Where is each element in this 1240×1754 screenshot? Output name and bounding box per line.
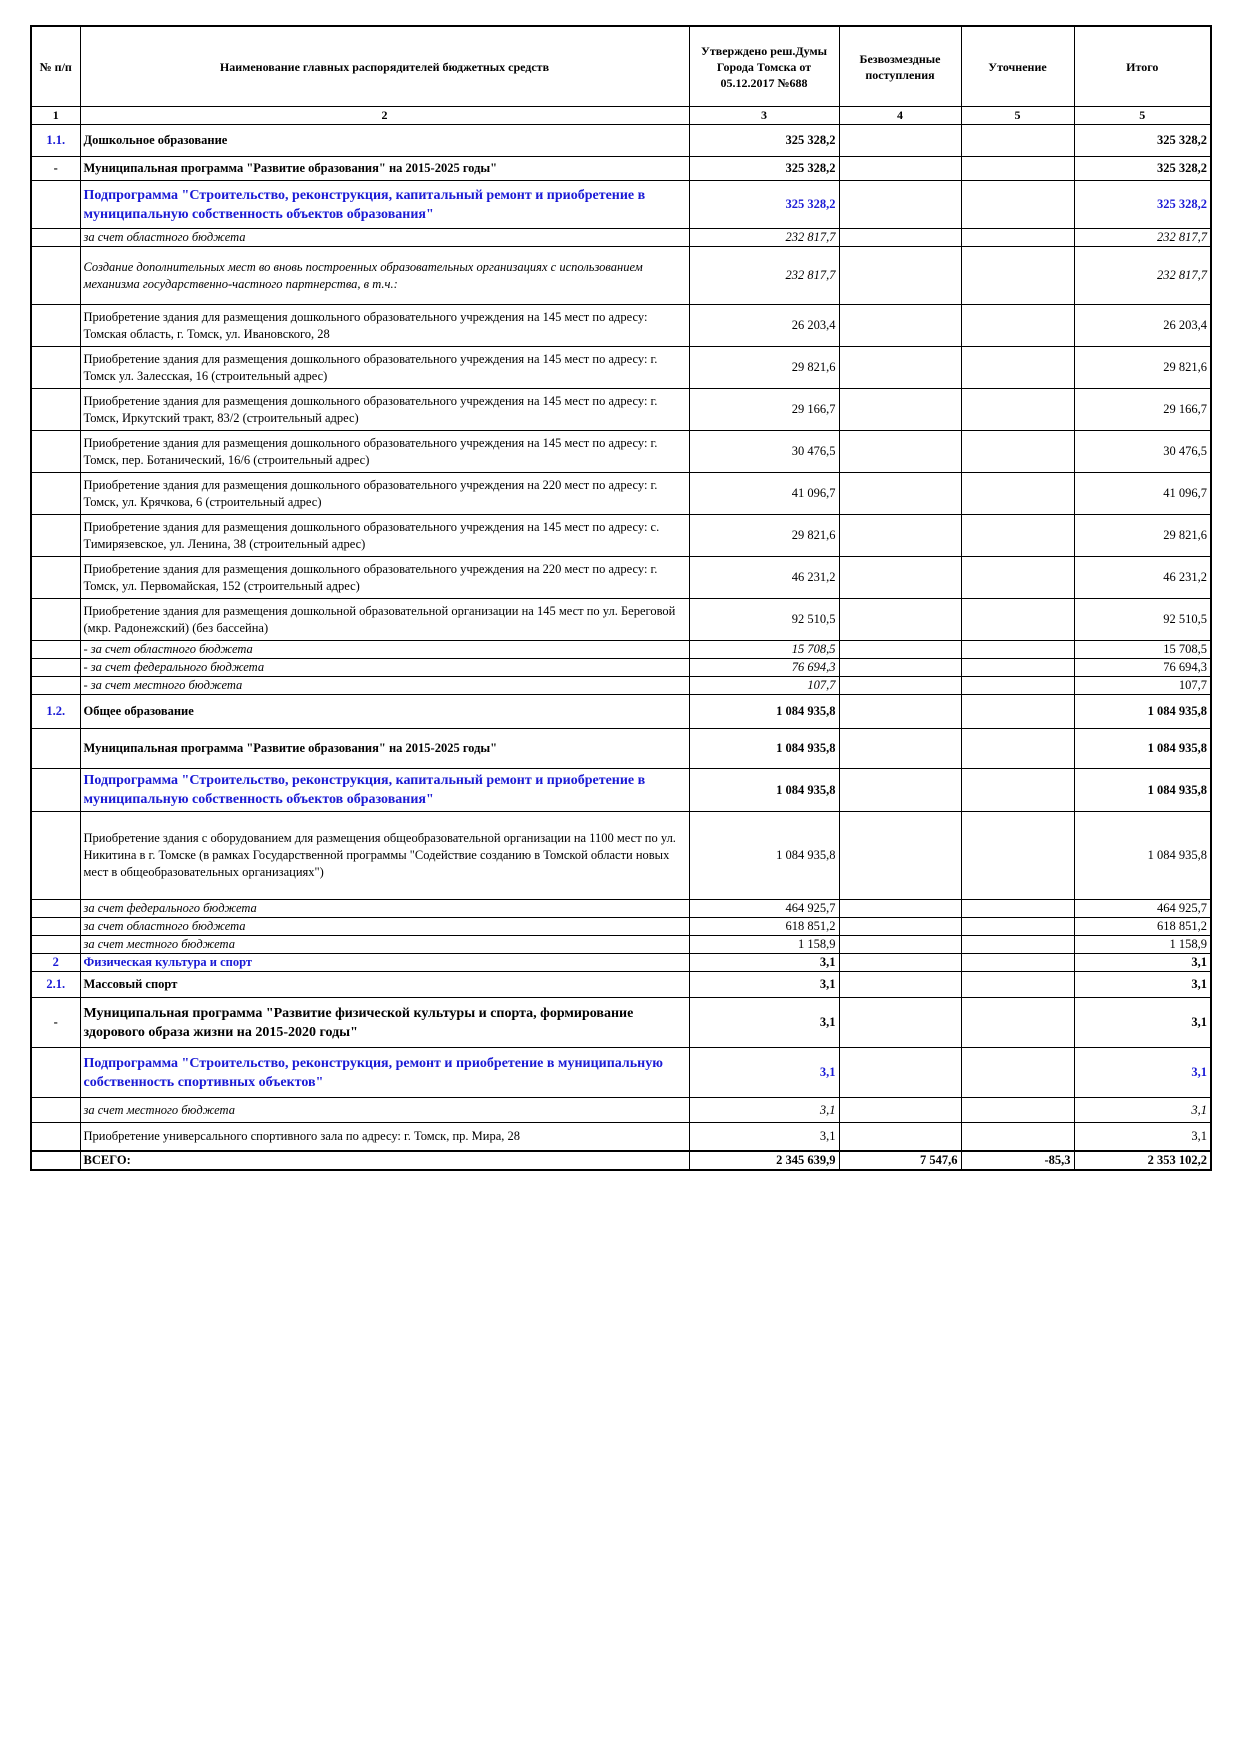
row-approved: 3,1 xyxy=(689,998,839,1048)
row-free-receipts xyxy=(839,972,961,998)
row-name: Приобретение здания для размещения дошкольного образовательного учреждения на 220 мест по адресу: г. Томск, ул. Первомайская, 152 (строительный адрес) xyxy=(80,557,689,599)
row-clarification xyxy=(961,695,1074,729)
row-number xyxy=(31,812,80,900)
row-approved: 3,1 xyxy=(689,1098,839,1123)
row-name: Муниципальная программа "Развитие физической культуры и спорта, формирование здорового образа жизни на 2015-2020 годы" xyxy=(80,998,689,1048)
row-approved: 30 476,5 xyxy=(689,431,839,473)
row-clarification xyxy=(961,918,1074,936)
row-free-receipts xyxy=(839,473,961,515)
table-row xyxy=(31,431,1211,473)
row-clarification xyxy=(961,769,1074,812)
row-clarification xyxy=(961,972,1074,998)
row-name: Физическая культура и спорт xyxy=(80,954,689,972)
row-clarification xyxy=(961,515,1074,557)
table-row xyxy=(31,812,1211,900)
row-clarification xyxy=(961,431,1074,473)
row-total: 46 231,2 xyxy=(1074,557,1211,599)
table-row xyxy=(31,641,1211,659)
row-approved: 107,7 xyxy=(689,677,839,695)
column-number: 5 xyxy=(1074,107,1211,125)
row-clarification xyxy=(961,181,1074,229)
row-name: Приобретение здания для размещения дошкольной образовательной организации на 145 мест по ул. Береговой (мкр. Радонежский) (без бассейна) xyxy=(80,599,689,641)
row-total: 1 158,9 xyxy=(1074,936,1211,954)
row-clarification xyxy=(961,729,1074,769)
row-number xyxy=(31,1098,80,1123)
row-total: 26 203,4 xyxy=(1074,305,1211,347)
row-total: 30 476,5 xyxy=(1074,431,1211,473)
row-free-receipts xyxy=(839,557,961,599)
total-total: 2 353 102,2 xyxy=(1074,1151,1211,1170)
row-total: 1 084 935,8 xyxy=(1074,695,1211,729)
row-number: 2 xyxy=(31,954,80,972)
row-free-receipts xyxy=(839,305,961,347)
row-number: - xyxy=(31,157,80,181)
row-number: 1.1. xyxy=(31,125,80,157)
row-total: 41 096,7 xyxy=(1074,473,1211,515)
header-clarification: Уточнение xyxy=(961,26,1074,107)
row-clarification xyxy=(961,599,1074,641)
row-number xyxy=(31,641,80,659)
column-number: 2 xyxy=(80,107,689,125)
header-free-receipts: Безвозмездные поступления xyxy=(839,26,961,107)
table-row xyxy=(31,659,1211,677)
column-number: 1 xyxy=(31,107,80,125)
row-approved: 1 084 935,8 xyxy=(689,769,839,812)
table-row xyxy=(31,1048,1211,1098)
row-name: Муниципальная программа "Развитие образования" на 2015-2025 годы" xyxy=(80,729,689,769)
row-number: - xyxy=(31,998,80,1048)
row-total: 3,1 xyxy=(1074,998,1211,1048)
row-free-receipts xyxy=(839,729,961,769)
table-row xyxy=(31,972,1211,998)
total-row xyxy=(31,1151,1211,1170)
row-number xyxy=(31,473,80,515)
row-total: 325 328,2 xyxy=(1074,157,1211,181)
row-total: 15 708,5 xyxy=(1074,641,1211,659)
row-clarification xyxy=(961,557,1074,599)
table-row xyxy=(31,900,1211,918)
total-clarification: -85,3 xyxy=(961,1151,1074,1170)
row-number xyxy=(31,557,80,599)
row-approved: 15 708,5 xyxy=(689,641,839,659)
row-free-receipts xyxy=(839,900,961,918)
row-free-receipts xyxy=(839,659,961,677)
table-row xyxy=(31,305,1211,347)
row-approved: 3,1 xyxy=(689,954,839,972)
table-row xyxy=(31,918,1211,936)
row-free-receipts xyxy=(839,918,961,936)
row-approved: 41 096,7 xyxy=(689,473,839,515)
row-free-receipts xyxy=(839,125,961,157)
row-name: Муниципальная программа "Развитие образования" на 2015-2025 годы" xyxy=(80,157,689,181)
row-name: Приобретение здания для размещения дошкольного образовательного учреждения на 145 мест по адресу: с. Тимирязевское, ул. Ленина, 38 (строительный адрес) xyxy=(80,515,689,557)
row-approved: 325 328,2 xyxy=(689,157,839,181)
row-total: 107,7 xyxy=(1074,677,1211,695)
table-row xyxy=(31,229,1211,247)
row-name: за счет федерального бюджета xyxy=(80,900,689,918)
row-name: Общее образование xyxy=(80,695,689,729)
row-approved: 29 821,6 xyxy=(689,515,839,557)
table-row xyxy=(31,347,1211,389)
row-approved: 618 851,2 xyxy=(689,918,839,936)
row-free-receipts xyxy=(839,229,961,247)
row-total: 1 084 935,8 xyxy=(1074,812,1211,900)
row-number xyxy=(31,229,80,247)
row-free-receipts xyxy=(839,515,961,557)
row-approved: 1 158,9 xyxy=(689,936,839,954)
table-row xyxy=(31,998,1211,1048)
row-clarification xyxy=(961,900,1074,918)
row-name: Подпрограмма "Строительство, реконструкция, ремонт и приобретение в муниципальную собственность спортивных объектов" xyxy=(80,1048,689,1098)
row-clarification xyxy=(961,1098,1074,1123)
table-row xyxy=(31,247,1211,305)
row-clarification xyxy=(961,812,1074,900)
table-row xyxy=(31,181,1211,229)
row-clarification xyxy=(961,229,1074,247)
row-approved: 3,1 xyxy=(689,1048,839,1098)
row-clarification xyxy=(961,157,1074,181)
table-row xyxy=(31,769,1211,812)
row-approved: 92 510,5 xyxy=(689,599,839,641)
row-free-receipts xyxy=(839,157,961,181)
column-number: 3 xyxy=(689,107,839,125)
row-name: Приобретение здания с оборудованием для размещения общеобразовательной организации на 1100 мест по ул. Никитина в г. Томске (в рамках Государственной программы "Содействие созданию в Томской области новых мест в общеобразовательных организациях") xyxy=(80,812,689,900)
row-name: за счет местного бюджета xyxy=(80,936,689,954)
row-total: 76 694,3 xyxy=(1074,659,1211,677)
row-approved: 3,1 xyxy=(689,1123,839,1151)
row-free-receipts xyxy=(839,641,961,659)
table-row xyxy=(31,936,1211,954)
row-name: за счет местного бюджета xyxy=(80,1098,689,1123)
row-total: 325 328,2 xyxy=(1074,125,1211,157)
header-approved: Утверждено реш.Думы Города Томска от 05.12.2017 №688 xyxy=(689,26,839,107)
row-total: 3,1 xyxy=(1074,972,1211,998)
row-total: 464 925,7 xyxy=(1074,900,1211,918)
row-number xyxy=(31,936,80,954)
row-name: - за счет областного бюджета xyxy=(80,641,689,659)
row-approved: 1 084 935,8 xyxy=(689,695,839,729)
row-free-receipts xyxy=(839,812,961,900)
row-clarification xyxy=(961,247,1074,305)
row-number xyxy=(31,1048,80,1098)
column-number: 5 xyxy=(961,107,1074,125)
row-free-receipts xyxy=(839,389,961,431)
row-total: 29 166,7 xyxy=(1074,389,1211,431)
row-approved: 29 821,6 xyxy=(689,347,839,389)
row-number xyxy=(31,1123,80,1151)
header-row xyxy=(31,26,1211,107)
row-total: 29 821,6 xyxy=(1074,515,1211,557)
row-name: Дошкольное образование xyxy=(80,125,689,157)
row-name: Приобретение здания для размещения дошкольного образовательного учреждения на 145 мест по адресу: г. Томск, пер. Ботанический, 16/6 (строительный адрес) xyxy=(80,431,689,473)
row-number xyxy=(31,515,80,557)
table-row xyxy=(31,695,1211,729)
row-name: Приобретение универсального спортивного зала по адресу: г. Томск, пр. Мира, 28 xyxy=(80,1123,689,1151)
row-number xyxy=(31,599,80,641)
row-clarification xyxy=(961,954,1074,972)
row-number xyxy=(31,918,80,936)
row-total: 1 084 935,8 xyxy=(1074,729,1211,769)
row-total: 29 821,6 xyxy=(1074,347,1211,389)
column-number: 4 xyxy=(839,107,961,125)
row-free-receipts xyxy=(839,998,961,1048)
table-row xyxy=(31,473,1211,515)
row-number xyxy=(31,659,80,677)
row-total: 1 084 935,8 xyxy=(1074,769,1211,812)
row-total: 92 510,5 xyxy=(1074,599,1211,641)
row-total: 3,1 xyxy=(1074,1098,1211,1123)
table-row xyxy=(31,515,1211,557)
row-free-receipts xyxy=(839,954,961,972)
row-name: Массовый спорт xyxy=(80,972,689,998)
row-number xyxy=(31,247,80,305)
column-number-row xyxy=(31,107,1211,125)
row-approved: 325 328,2 xyxy=(689,125,839,157)
row-number xyxy=(31,677,80,695)
row-name: Подпрограмма "Строительство, реконструкция, капитальный ремонт и приобретение в муниципальную собственность объектов образования" xyxy=(80,181,689,229)
row-total: 232 817,7 xyxy=(1074,229,1211,247)
row-free-receipts xyxy=(839,431,961,473)
row-free-receipts xyxy=(839,1098,961,1123)
row-approved: 26 203,4 xyxy=(689,305,839,347)
row-clarification xyxy=(961,641,1074,659)
row-name: за счет областного бюджета xyxy=(80,918,689,936)
header-no: № п/п xyxy=(31,26,80,107)
table-row xyxy=(31,125,1211,157)
budget-table xyxy=(30,25,1212,1171)
table-row xyxy=(31,1098,1211,1123)
table-row xyxy=(31,677,1211,695)
row-clarification xyxy=(961,389,1074,431)
row-name: Создание дополнительных мест во вновь построенных образовательных организациях с использованием механизма государственно-частного партнерства, в т.ч.: xyxy=(80,247,689,305)
row-total: 3,1 xyxy=(1074,1123,1211,1151)
table-row xyxy=(31,157,1211,181)
row-clarification xyxy=(961,1123,1074,1151)
row-number xyxy=(31,347,80,389)
row-free-receipts xyxy=(839,1123,961,1151)
row-number xyxy=(31,389,80,431)
row-total: 618 851,2 xyxy=(1074,918,1211,936)
row-free-receipts xyxy=(839,347,961,389)
row-total: 325 328,2 xyxy=(1074,181,1211,229)
row-number xyxy=(31,431,80,473)
row-clarification xyxy=(961,305,1074,347)
row-name: Приобретение здания для размещения дошкольного образовательного учреждения на 220 мест по адресу: г. Томск, ул. Крячкова, 6 (строительный адрес) xyxy=(80,473,689,515)
table-row xyxy=(31,389,1211,431)
table-row xyxy=(31,1123,1211,1151)
row-clarification xyxy=(961,473,1074,515)
row-name: Приобретение здания для размещения дошкольного образовательного учреждения на 145 мест по адресу: г. Томск ул. Залесская, 16 (строительный адрес) xyxy=(80,347,689,389)
row-clarification xyxy=(961,347,1074,389)
row-name: Приобретение здания для размещения дошкольного образовательного учреждения на 145 мест по адресу: г. Томск, Иркутский тракт, 83/2 (строительный адрес) xyxy=(80,389,689,431)
row-name: за счет областного бюджета xyxy=(80,229,689,247)
row-clarification xyxy=(961,1048,1074,1098)
total-approved: 2 345 639,9 xyxy=(689,1151,839,1170)
row-free-receipts xyxy=(839,936,961,954)
row-number xyxy=(31,900,80,918)
row-number: 1.2. xyxy=(31,695,80,729)
row-free-receipts xyxy=(839,695,961,729)
row-number xyxy=(31,181,80,229)
row-total: 3,1 xyxy=(1074,954,1211,972)
row-approved: 76 694,3 xyxy=(689,659,839,677)
row-total: 232 817,7 xyxy=(1074,247,1211,305)
row-total: 3,1 xyxy=(1074,1048,1211,1098)
row-clarification xyxy=(961,998,1074,1048)
row-clarification xyxy=(961,936,1074,954)
header-total: Итого xyxy=(1074,26,1211,107)
row-approved: 3,1 xyxy=(689,972,839,998)
row-free-receipts xyxy=(839,769,961,812)
row-free-receipts xyxy=(839,1048,961,1098)
row-approved: 46 231,2 xyxy=(689,557,839,599)
row-name: - за счет местного бюджета xyxy=(80,677,689,695)
table-row xyxy=(31,599,1211,641)
row-name: - за счет федерального бюджета xyxy=(80,659,689,677)
row-free-receipts xyxy=(839,247,961,305)
total-label: ВСЕГО: xyxy=(80,1151,689,1170)
row-approved: 325 328,2 xyxy=(689,181,839,229)
row-name: Подпрограмма "Строительство, реконструкция, капитальный ремонт и приобретение в муниципальную собственность объектов образования" xyxy=(80,769,689,812)
header-name: Наименование главных распорядителей бюджетных средств xyxy=(80,26,689,107)
row-approved: 232 817,7 xyxy=(689,247,839,305)
row-approved: 232 817,7 xyxy=(689,229,839,247)
row-free-receipts xyxy=(839,599,961,641)
row-clarification xyxy=(961,659,1074,677)
row-clarification xyxy=(961,677,1074,695)
table-row xyxy=(31,729,1211,769)
total-free-receipts: 7 547,6 xyxy=(839,1151,961,1170)
row-free-receipts xyxy=(839,677,961,695)
row-number: 2.1. xyxy=(31,972,80,998)
row-free-receipts xyxy=(839,181,961,229)
row-approved: 29 166,7 xyxy=(689,389,839,431)
row-approved: 1 084 935,8 xyxy=(689,812,839,900)
table-row xyxy=(31,954,1211,972)
row-clarification xyxy=(961,125,1074,157)
row-number xyxy=(31,305,80,347)
row-approved: 1 084 935,8 xyxy=(689,729,839,769)
row-approved: 464 925,7 xyxy=(689,900,839,918)
table-row xyxy=(31,557,1211,599)
row-number xyxy=(31,769,80,812)
row-number xyxy=(31,729,80,769)
total-number xyxy=(31,1151,80,1170)
row-name: Приобретение здания для размещения дошкольного образовательного учреждения на 145 мест по адресу: Томская область, г. Томск, ул. Ивановского, 28 xyxy=(80,305,689,347)
